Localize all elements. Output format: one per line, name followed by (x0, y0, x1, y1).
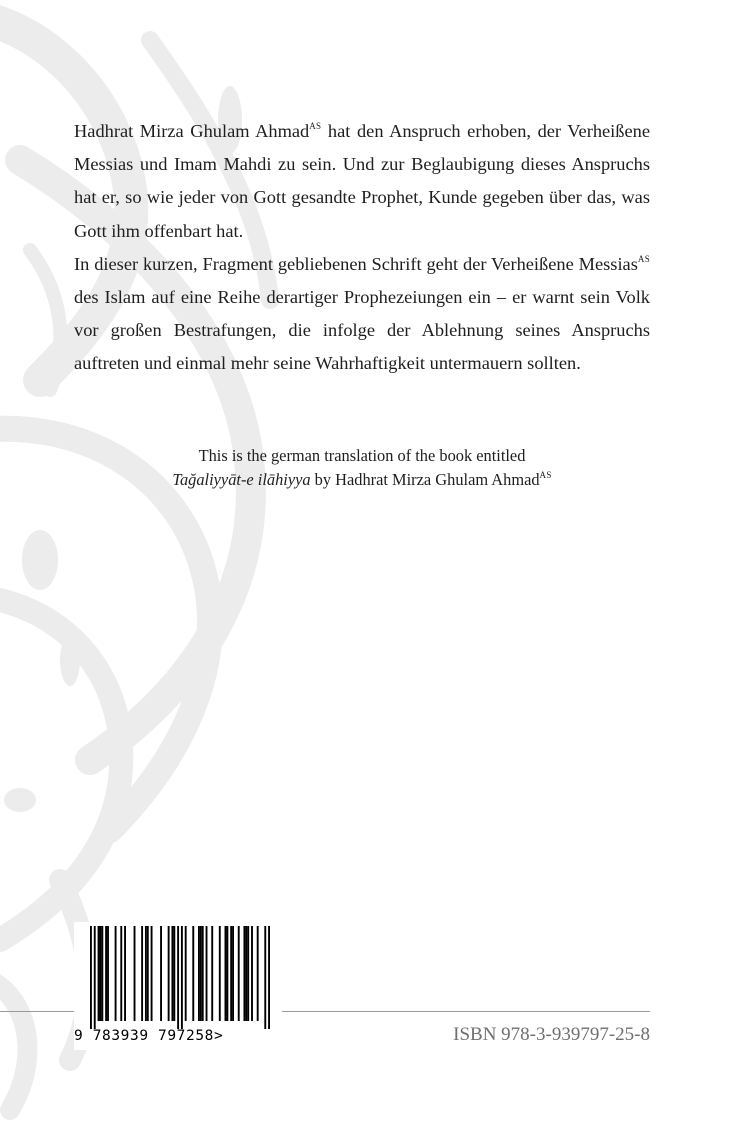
barcode-bar (141, 926, 143, 1021)
description-paragraph-1: Hadhrat Mirza Ghulam Ahmad$^{AS}$ hat den Anspruch erhoben, der Verheißene Messias und Imam Mahdi zu sein. Und zur Beglaubigung dieses Anspruchs hat er, so wie jeder von Gott gesandte Prophet, Kunde gegeben über das, was Gott ihm offenbart hat. (74, 121, 651, 241)
translation-note-line: This is the german translation of the book entitled (198, 446, 526, 465)
barcode-bar (257, 926, 259, 1021)
barcode-bar (247, 926, 249, 1021)
barcode-bar (192, 926, 194, 1021)
divider-rule-left (0, 1011, 74, 1012)
barcode-bar (115, 926, 117, 1021)
barcode-bar (251, 926, 253, 1021)
barcode-bar (145, 926, 147, 1021)
barcode-bar (168, 926, 170, 1021)
barcode-bar (171, 926, 173, 1021)
barcode-bar (230, 926, 232, 1021)
barcode-bar (177, 926, 179, 1029)
barcode-bar (268, 926, 270, 1029)
barcode-bar (225, 926, 227, 1021)
barcode-bar (243, 926, 245, 1021)
barcode-bars (90, 926, 270, 1029)
honorific-superscript: AS (309, 121, 322, 131)
barcode-bar (206, 926, 208, 1021)
barcode-bar (264, 926, 266, 1029)
barcode-bar (211, 926, 213, 1021)
isbn-number: ISBN 978-3-939797-25-8 (453, 1024, 650, 1045)
divider-rule-right (282, 1011, 650, 1012)
translation-note (74, 444, 650, 492)
barcode-bar (232, 926, 234, 1021)
isbn-barcode (74, 922, 280, 1050)
barcode-bar (245, 926, 247, 1021)
honorific-superscript: AS (637, 253, 650, 264)
barcode-bar (101, 926, 103, 1021)
barcode-bar (90, 926, 92, 1029)
book-description (74, 115, 650, 381)
barcode-bar (198, 926, 200, 1021)
barcode-bar (147, 926, 149, 1021)
barcode-bar (160, 926, 162, 1021)
barcode-bar (134, 926, 136, 1021)
original-book-title: Tağaliyyāt-e ilāhiyya (172, 470, 311, 489)
barcode-bar (226, 926, 228, 1021)
barcode-bar (94, 926, 96, 1029)
barcode-bar (105, 926, 107, 1021)
barcode-bar (151, 926, 153, 1021)
barcode-bar (219, 926, 221, 1021)
barcode-bar (107, 926, 109, 1021)
barcode-bar (200, 926, 202, 1021)
honorific-superscript: AS (539, 470, 552, 480)
barcode-bar (181, 926, 183, 1029)
barcode-bar (185, 926, 187, 1021)
barcode-bar (99, 926, 101, 1021)
barcode-bar (173, 926, 175, 1021)
barcode-bar (98, 926, 100, 1021)
barcode-bar (120, 926, 122, 1021)
barcode-bar (202, 926, 204, 1021)
barcode-digits: 9 783939 797258> (74, 1028, 224, 1044)
description-paragraph-2: In dieser kurzen, Fragment gebliebenen Schrift geht der Verheißene Messias$^{AS}$ des Islam auf eine Reihe derartiger Prophezeiungen ein – er warnt sein Volk vor großen Bestrafungen, die infolge der Ablehnung seines Anspruchs auftreten und einmal mehr seine Wahrhaftigkeit untermauern sollten. (74, 253, 650, 374)
translation-note-title-line: Tağaliyyāt-e ilāhiyya by Hadhrat Mirza Ghulam Ahmad$^{AS}$ (172, 470, 552, 489)
barcode-bar (238, 926, 240, 1021)
barcode-bar (124, 926, 126, 1021)
